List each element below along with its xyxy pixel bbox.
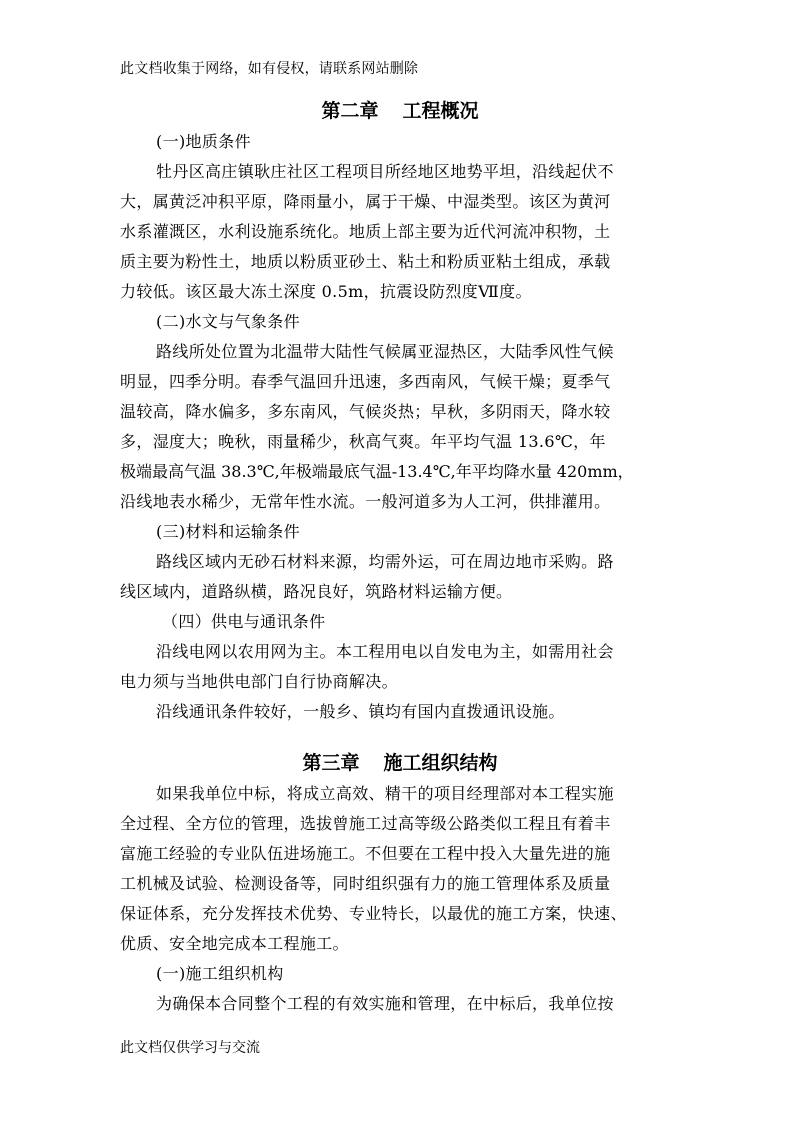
paragraph-line: 多，湿度大；晚秋，雨量稀少，秋高气爽。年平均气温 13.6℃，年 — [120, 432, 606, 451]
paragraph-line: 温较高，降水偏多，多东南风，气候炎热；早秋，多阴雨天，降水较 — [120, 402, 611, 421]
paragraph-line: 路线所处位置为北温带大陆性气候属亚湿热区，大陆季风性气候 — [156, 342, 614, 361]
paragraph-line: 保证体系，充分发挥技术优势、专业特长，以最优的施工方案，快速、 — [120, 904, 627, 923]
paragraph-line: 质主要为粉性土，地质以粉质亚砂土、粘土和粉质亚粘土组成，承载 — [120, 252, 611, 271]
paragraph-line: 为确保本合同整个工程的有效实施和管理，在中标后，我单位按 — [156, 994, 614, 1013]
paragraph-line: 优质、安全地完成本工程施工。 — [120, 934, 349, 953]
paragraph-line: 富施工经验的专业队伍进场施工。不但要在工程中投入大量先进的施 — [120, 844, 611, 863]
paragraph-line: 力较低。该区最大冻土深度 0.5m，抗震设防烈度Ⅶ度。 — [120, 282, 532, 301]
document-body — [120, 95, 680, 1019]
section-heading: (二)水文与气象条件 — [156, 312, 300, 331]
section-heading: (三)材料和运输条件 — [156, 522, 300, 541]
paragraph-line: 电力须与当地供电部门自行协商解决。 — [120, 672, 398, 691]
chapter-2-number: 第二章 — [321, 100, 379, 122]
section-heading: (一)施工组织机构 — [156, 964, 284, 983]
paragraph-line: 牡丹区高庄镇耿庄社区工程项目所经地区地势平坦，沿线起伏不 — [156, 162, 614, 181]
paragraph-line: 工机械及试验、检测设备等，同时组织强有力的施工管理体系及质量 — [120, 874, 611, 893]
paragraph-line: 如果我单位中标，将成立高效、精干的项目经理部对本工程实施 — [156, 784, 614, 803]
paragraph-line: 全过程、全方位的管理，选拔曾施工过高等级公路类似工程且有着丰 — [120, 814, 611, 833]
paragraph-line: 明显，四季分明。春季气温回升迅速，多西南风，气候干燥；夏季气 — [120, 372, 611, 391]
paragraph-line: 路线区域内无砂石材料来源，均需外运，可在周边地市采购。路 — [156, 552, 614, 571]
chapter-3-title: 施工组织结构 — [383, 752, 498, 774]
section-heading: (一)地质条件 — [156, 132, 251, 151]
paragraph-line: 水系灌溉区，水利设施系统化。地质上部主要为近代河流冲积物，土 — [120, 222, 611, 241]
paragraph-line: 沿线通讯条件较好，一般乡、镇均有国内直拨通讯设施。 — [156, 702, 565, 721]
chapter-3-number: 第三章 — [302, 752, 360, 774]
paragraph-line: 线区域内，道路纵横，路况良好，筑路材料运输方便。 — [120, 582, 513, 601]
chapter-2-heading — [120, 95, 680, 127]
chapter-2-title: 工程概况 — [402, 100, 479, 122]
paragraph-line: 沿线地表水稀少，无常年性水流。一般河道多为人工河，供排灌用。 — [120, 492, 611, 511]
paragraph-line: 极端最高气温 38.3℃,年极端最底气温-13.4℃,年平均降水量 420mm， — [120, 462, 634, 481]
chapter-3-heading — [120, 747, 680, 779]
page-header: 此文档收集于网络，如有侵权，请联系网站删除 — [120, 61, 419, 77]
chapter-gap — [120, 727, 680, 747]
paragraph-line: 大，属黄泛冲积平原，降雨量小，属于干燥、中湿类型。该区为黄河 — [120, 192, 611, 211]
section-heading: （四）供电与通讯条件 — [162, 612, 326, 631]
paragraph-line: 沿线电网以农用网为主。本工程用电以自发电为主，如需用社会 — [156, 642, 614, 661]
page-footer: 此文档仅供学习与交流 — [120, 1040, 260, 1056]
